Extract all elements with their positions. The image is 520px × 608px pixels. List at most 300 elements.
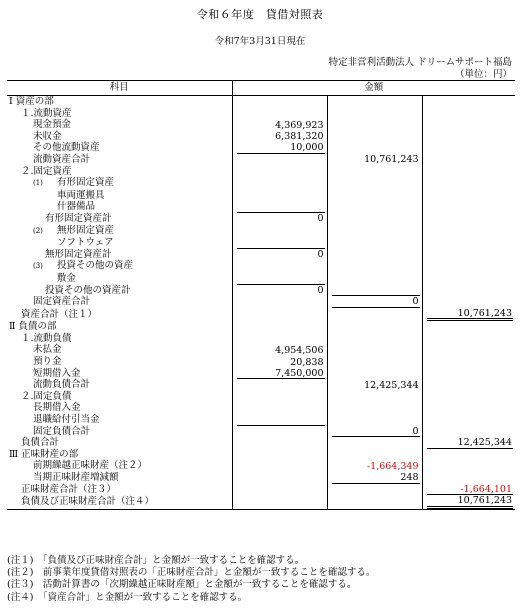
amount-value <box>237 403 325 414</box>
amount-c1 <box>232 437 327 449</box>
table-row <box>7 484 515 496</box>
amount-value <box>427 178 514 189</box>
row-label <box>7 108 232 120</box>
row-label <box>7 260 232 273</box>
amount-c3 <box>422 449 515 461</box>
amount-value <box>427 426 514 437</box>
amount-c1 <box>232 460 327 472</box>
amount-c3 <box>422 213 515 225</box>
amount-value: 0 <box>317 213 324 225</box>
amount-c3 <box>422 96 515 108</box>
amount-value: 4,954,506 <box>275 344 324 356</box>
amount-c1 <box>232 96 327 108</box>
table-row <box>7 308 515 322</box>
amount-c1 <box>232 449 327 461</box>
amount-c1 <box>232 344 327 356</box>
amount-c2 <box>327 368 422 380</box>
amount-value <box>237 322 325 333</box>
amount-c1 <box>232 131 327 143</box>
amount-c2 <box>327 484 422 496</box>
row-label-text: １.流動資産 <box>21 107 72 119</box>
amount-c1 <box>232 285 327 297</box>
unit-label: （単位：円） <box>454 69 512 80</box>
amount-value <box>332 333 420 344</box>
amount-value <box>427 249 514 260</box>
amount-value <box>332 345 420 356</box>
note-3: (注３) 活動計算書の「次期繰越正味財産額」と金額が一致することを確認する。 <box>7 579 357 591</box>
amount-c2 <box>327 108 422 120</box>
amount-c3 <box>422 356 515 368</box>
amount-value <box>237 497 325 508</box>
row-label <box>7 402 232 414</box>
note-1: (注１) 「負債及び正味財産合計」と金額が一致することを確認する。 <box>7 555 305 566</box>
amount-value: 12,425,344 <box>427 437 514 449</box>
amount-value <box>237 309 325 320</box>
table-row <box>7 460 515 472</box>
row-label-text: 有形固定資産計 <box>45 212 112 224</box>
amount-value <box>237 391 325 402</box>
amount-value <box>237 461 325 472</box>
amount-value <box>332 273 420 284</box>
row-label-text: 未収金 <box>33 130 62 142</box>
table-row <box>7 321 515 333</box>
row-label-text: １.流動負債 <box>21 332 72 344</box>
table-row <box>7 414 515 426</box>
balance-sheet-table <box>7 80 515 510</box>
amount-c1 <box>232 426 327 438</box>
amount-value <box>427 97 514 108</box>
amount-value <box>427 368 514 379</box>
amount-value <box>332 249 420 260</box>
amount-value <box>237 237 325 249</box>
amount-c2 <box>327 402 422 414</box>
row-label-text: (3) <box>33 262 43 271</box>
amount-c2 <box>327 260 422 273</box>
amount-value <box>237 484 325 495</box>
amount-value <box>237 333 325 344</box>
table-row <box>7 273 515 285</box>
amount-c2 <box>327 225 422 238</box>
amount-c1 <box>232 356 327 368</box>
amount-value <box>237 97 325 108</box>
amount-value <box>427 357 514 368</box>
document-title: 令和６年度 貸借対照表 <box>196 8 324 21</box>
amount-c3 <box>422 166 515 178</box>
row-label <box>7 368 232 380</box>
row-label-text: 正味財産合計（注３） <box>21 483 117 495</box>
amount-c3 <box>422 414 515 426</box>
amount-c3 <box>422 142 515 154</box>
table-row <box>7 237 515 249</box>
table-row <box>7 131 515 143</box>
amount-value <box>332 108 420 119</box>
amount-c1 <box>232 484 327 496</box>
table-row <box>7 225 515 238</box>
row-label <box>7 414 232 426</box>
row-label-text: 負債合計 <box>21 437 60 449</box>
amount-c3 <box>422 119 515 131</box>
table-row <box>7 449 515 461</box>
row-label <box>7 356 232 368</box>
amount-value <box>237 426 325 437</box>
row-label-text: 車両運搬具 <box>57 189 105 201</box>
amount-c2 <box>327 119 422 131</box>
row-label <box>7 472 232 484</box>
amount-value <box>237 473 325 484</box>
amount-c1 <box>232 119 327 131</box>
amount-c2 <box>327 296 422 308</box>
amount-value <box>332 322 420 333</box>
amount-value <box>332 497 420 508</box>
table-row <box>7 344 515 356</box>
amount-c3 <box>422 437 515 449</box>
amount-c3 <box>422 296 515 308</box>
amount-c2 <box>327 472 422 484</box>
amount-c3 <box>422 225 515 238</box>
amount-c2 <box>327 449 422 461</box>
amount-c1 <box>232 225 327 238</box>
amount-c1 <box>232 495 327 509</box>
amount-c3 <box>422 201 515 213</box>
amount-c3 <box>422 285 515 297</box>
amount-c1 <box>232 321 327 333</box>
organization-name: 特定非営利活動法人 ドリームサポート福島 <box>328 57 512 68</box>
amount-value: 7,450,000 <box>237 368 325 380</box>
amount-c3 <box>422 190 515 202</box>
row-label <box>7 190 232 202</box>
as-of-date: 令和7年3月31日現在 <box>214 36 306 47</box>
amount-value <box>427 333 514 344</box>
table-row <box>7 201 515 213</box>
amount-c1 <box>232 260 327 273</box>
amount-value <box>332 238 420 249</box>
amount-value <box>427 238 514 249</box>
amount-c1 <box>232 213 327 225</box>
amount-value <box>237 438 325 449</box>
row-label-text: 当期正味財産増減額 <box>33 472 119 483</box>
table-row <box>7 190 515 202</box>
amount-value: 0 <box>332 426 420 438</box>
amount-value <box>332 261 420 272</box>
amount-c3 <box>422 131 515 143</box>
amount-c3 <box>422 308 515 322</box>
amount-c3 <box>422 333 515 345</box>
amount-c2 <box>327 166 422 178</box>
table-body <box>7 96 515 510</box>
amount-value <box>332 178 420 189</box>
row-label <box>7 379 232 391</box>
amount-value <box>427 461 514 472</box>
row-label-text: 無形固定資産計 <box>45 248 112 260</box>
row-label <box>7 321 232 333</box>
row-label-text: 投資その他の資産計 <box>45 284 131 296</box>
amount-value: 0 <box>317 249 324 261</box>
row-label-text: 什器備品 <box>57 201 96 213</box>
table-row <box>7 368 515 380</box>
amount-c3 <box>422 154 515 166</box>
amount-value <box>427 285 514 296</box>
amount-value <box>237 178 325 189</box>
amount-c2 <box>327 495 422 509</box>
row-label <box>7 285 232 297</box>
table-row <box>7 472 515 484</box>
amount-value <box>427 345 514 356</box>
amount-c2 <box>327 321 422 333</box>
amount-c3 <box>422 108 515 120</box>
table-row <box>7 391 515 403</box>
row-label <box>7 273 232 285</box>
row-label <box>7 213 232 225</box>
amount-c2 <box>327 177 422 190</box>
amount-c1 <box>232 273 327 285</box>
amount-value <box>427 120 514 131</box>
amount-c2 <box>327 273 422 285</box>
row-label <box>7 225 232 238</box>
amount-value <box>237 190 325 201</box>
amount-value: 0 <box>332 296 420 308</box>
amount-c2 <box>327 344 422 356</box>
row-label-text: 預り金 <box>33 356 62 368</box>
row-label-text: Ⅰ 資産の部 <box>9 96 54 107</box>
amount-value <box>237 297 325 308</box>
amount-c2 <box>327 249 422 261</box>
amount-value <box>332 202 420 213</box>
amount-c3 <box>422 402 515 414</box>
amount-value <box>332 484 420 495</box>
row-label <box>7 201 232 213</box>
amount-c1 <box>232 308 327 322</box>
amount-c3 <box>422 273 515 285</box>
amount-value: 10,761,243 <box>427 495 514 509</box>
table-row <box>7 154 515 166</box>
amount-value <box>332 131 420 142</box>
amount-c1 <box>232 249 327 261</box>
amount-c1 <box>232 237 327 249</box>
amount-value <box>332 143 420 154</box>
amount-c2 <box>327 201 422 213</box>
row-label-text: 資産合計（注１） <box>21 308 98 320</box>
row-label-text: Ⅱ 負債の部 <box>9 321 57 333</box>
table-row <box>7 437 515 449</box>
table-row <box>7 285 515 297</box>
amount-value <box>332 309 420 320</box>
amount-value: 0 <box>317 285 324 296</box>
amount-value: 12,425,344 <box>364 379 419 391</box>
amount-c2 <box>327 190 422 202</box>
amount-c2 <box>327 460 422 472</box>
row-label-text: (1) <box>33 179 43 188</box>
amount-value <box>427 202 514 213</box>
row-label-text: 負債及び正味財産合計（注４） <box>21 496 155 508</box>
amount-c1 <box>232 108 327 120</box>
table-row <box>7 108 515 120</box>
row-label <box>7 391 232 403</box>
amount-c1 <box>232 402 327 414</box>
amount-value <box>237 201 325 213</box>
table-row <box>7 426 515 438</box>
amount-value <box>332 449 420 460</box>
row-label <box>7 333 232 345</box>
amount-c2 <box>327 142 422 154</box>
amount-value <box>427 380 514 391</box>
amount-c2 <box>327 213 422 225</box>
row-label-text: ２.固定資産 <box>21 165 72 177</box>
row-label-text: 流動資産合計 <box>33 153 91 165</box>
amount-c3 <box>422 260 515 273</box>
amount-value: 20,838 <box>290 356 324 368</box>
amount-value <box>332 438 420 449</box>
row-label-text: 長期借入金 <box>33 402 81 414</box>
amount-c3 <box>422 321 515 333</box>
row-label-text: 固定負債合計 <box>33 425 91 437</box>
row-label <box>7 237 232 249</box>
row-sublabel-text: 有形固定資産 <box>57 177 115 189</box>
row-label-text: (2) <box>33 226 43 235</box>
amount-value <box>332 213 420 224</box>
amount-c1 <box>232 296 327 308</box>
amount-value <box>332 190 420 201</box>
amount-c3 <box>422 368 515 380</box>
amount-c1 <box>232 333 327 345</box>
amount-c3 <box>422 344 515 356</box>
amount-value <box>237 166 325 177</box>
row-label <box>7 96 232 108</box>
amount-value: 10,761,243 <box>427 308 514 322</box>
table-row <box>7 249 515 261</box>
row-label <box>7 484 232 496</box>
amount-value <box>332 97 420 108</box>
table-row <box>7 177 515 190</box>
amount-c1 <box>232 142 327 154</box>
amount-value: -1,664,101 <box>427 484 514 496</box>
amount-value <box>427 391 514 402</box>
amount-value <box>237 261 325 272</box>
amount-c2 <box>327 237 422 249</box>
amount-c1 <box>232 391 327 403</box>
row-label <box>7 177 232 190</box>
row-label <box>7 249 232 261</box>
amount-value <box>427 322 514 333</box>
table-row <box>7 96 515 108</box>
amount-c1 <box>232 368 327 380</box>
amount-c1 <box>232 190 327 202</box>
table-row <box>7 402 515 414</box>
amount-value <box>237 273 325 285</box>
amount-value <box>332 403 420 414</box>
amount-c3 <box>422 379 515 391</box>
amount-c3 <box>422 177 515 190</box>
amount-c3 <box>422 484 515 496</box>
row-label <box>7 308 232 322</box>
amount-value <box>332 368 420 379</box>
table-row <box>7 495 515 509</box>
amount-value <box>427 166 514 177</box>
table-row <box>7 166 515 178</box>
amount-value <box>427 403 514 414</box>
amount-c1 <box>232 177 327 190</box>
amount-c3 <box>422 391 515 403</box>
amount-value <box>332 120 420 131</box>
row-label-text: その他流動資産 <box>33 142 100 154</box>
amount-value <box>332 357 420 368</box>
row-label-text: 短期借入金 <box>33 367 81 379</box>
row-label-text: 敷金 <box>57 272 77 284</box>
amount-c1 <box>232 201 327 213</box>
amount-value <box>427 154 514 165</box>
amount-value <box>427 449 514 460</box>
amount-value: 4,369,923 <box>275 119 324 131</box>
row-label <box>7 449 232 461</box>
amount-value <box>237 414 325 426</box>
table-row <box>7 356 515 368</box>
row-label <box>7 166 232 178</box>
amount-c2 <box>327 356 422 368</box>
row-label <box>7 344 232 356</box>
row-label <box>7 437 232 449</box>
amount-c3 <box>422 426 515 438</box>
row-label-text: 現金預金 <box>33 119 72 131</box>
row-label <box>7 142 232 154</box>
amount-c2 <box>327 379 422 391</box>
amount-c2 <box>327 437 422 449</box>
amount-value <box>332 391 420 402</box>
table-row <box>7 119 515 131</box>
amount-value <box>237 226 325 237</box>
amount-value: 10,761,243 <box>364 154 419 166</box>
notes <box>7 555 375 604</box>
amount-value <box>427 131 514 142</box>
amount-c2 <box>327 131 422 143</box>
amount-c1 <box>232 166 327 178</box>
amount-value: 6,381,320 <box>275 131 324 143</box>
table-row <box>7 333 515 345</box>
row-label-text: 未払金 <box>33 344 62 356</box>
amount-c3 <box>422 460 515 472</box>
table-row <box>7 296 515 308</box>
row-label <box>7 119 232 131</box>
row-label-text: ソフトウェア <box>57 237 114 249</box>
amount-c2 <box>327 391 422 403</box>
header-amount: 金額 <box>232 81 515 96</box>
table-row <box>7 142 515 154</box>
row-sublabel-text: 無形固定資産 <box>57 224 115 236</box>
amount-value <box>332 226 420 237</box>
table-row <box>7 213 515 225</box>
row-label-text: 流動負債合計 <box>33 379 91 391</box>
row-label-text: ２.固定負債 <box>21 390 72 402</box>
row-label-text: 固定資産合計 <box>33 296 91 308</box>
amount-c3 <box>422 495 515 509</box>
amount-value <box>332 415 420 426</box>
row-label-text: Ⅲ 正味財産の部 <box>9 448 79 460</box>
amount-value <box>427 143 514 154</box>
note-2: (注２) 前事業年度貸借対照表の「正味財産合計」と金額が一致することを確認する。 <box>7 567 376 579</box>
amount-c1 <box>232 379 327 391</box>
table-row <box>7 260 515 273</box>
row-label <box>7 460 232 472</box>
amount-c2 <box>327 154 422 166</box>
amount-value <box>237 449 325 460</box>
amount-value <box>427 297 514 308</box>
amount-value <box>332 166 420 177</box>
amount-value: 248 <box>332 472 420 484</box>
amount-value <box>427 261 514 272</box>
amount-c3 <box>422 249 515 261</box>
amount-value <box>427 190 514 201</box>
amount-c2 <box>327 285 422 297</box>
amount-c2 <box>327 333 422 345</box>
amount-c3 <box>422 472 515 484</box>
